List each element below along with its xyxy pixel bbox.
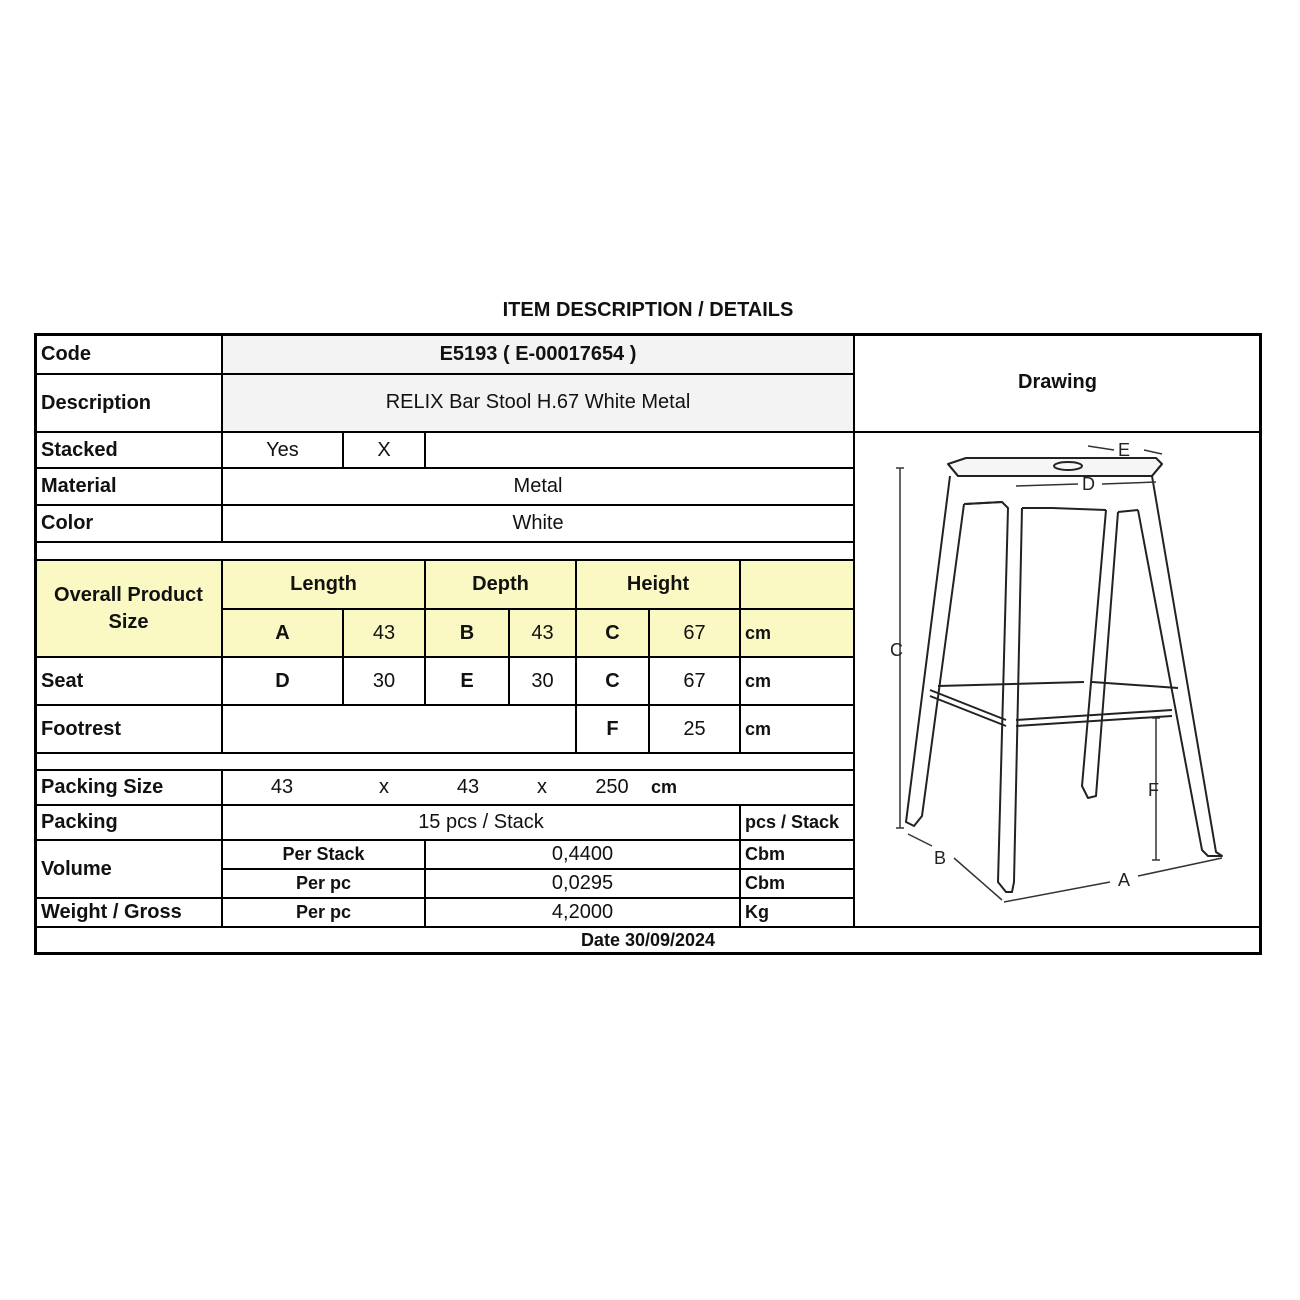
stacked-mark: X: [377, 438, 391, 461]
code-value: E5193 ( E-00017654 ): [439, 342, 637, 365]
seat-unit: cm: [745, 670, 772, 691]
dim-a-value: 43: [372, 621, 396, 644]
seat-c-value: 67: [683, 669, 706, 692]
packing-value: 15 pcs / Stack: [418, 811, 544, 833]
seat-d-letter: D: [275, 669, 290, 692]
volume-per-stack-value: 0,4400: [551, 843, 614, 865]
packing-size-unit: cm: [650, 777, 677, 797]
packing-unit: pcs / Stack: [745, 812, 840, 832]
rule: [424, 432, 426, 467]
packing-size-width: 43: [456, 776, 480, 798]
packing-size-length: 43: [270, 776, 294, 798]
dim-label-a: A: [1118, 870, 1131, 890]
footrest-f-letter: F: [606, 717, 619, 740]
seat-d-value: 30: [372, 669, 396, 692]
description-value: RELIX Bar Stool H.67 White Metal: [385, 390, 691, 413]
date-footer: Date 30/09/2024: [580, 930, 716, 950]
page-title: ITEM DESCRIPTION / DETAILS: [502, 299, 794, 321]
footrest-unit: cm: [745, 718, 772, 739]
volume-per-stack-unit: Cbm: [745, 844, 785, 864]
footrest-label: Footrest: [41, 717, 121, 740]
packing-size-x1: x: [379, 776, 389, 798]
dim-label-b: B: [934, 848, 947, 868]
drawing-label: Drawing: [1018, 371, 1097, 393]
seat-c-letter: C: [605, 669, 620, 692]
dim-a-letter: A: [275, 621, 290, 644]
dim-b-value: 43: [531, 621, 554, 644]
color-value: White: [512, 512, 564, 534]
weight-label: Weight / Gross: [41, 901, 182, 923]
height-header: Height: [626, 573, 690, 595]
overall-unit: cm: [745, 622, 772, 643]
seat-e-letter: E: [460, 669, 474, 692]
packing-label: Packing: [41, 811, 118, 833]
dim-c-value: 67: [683, 621, 706, 644]
packing-size-x2: x: [537, 776, 547, 798]
material-value: Metal: [513, 475, 563, 497]
dim-b-letter: B: [459, 621, 475, 644]
dim-label-e: E: [1118, 440, 1131, 460]
dim-label-c: C: [890, 640, 903, 660]
volume-per-pc-label: Per pc: [295, 873, 352, 893]
packing-size-label: Packing Size: [41, 776, 164, 798]
rule: [36, 752, 854, 754]
volume-label: Volume: [41, 857, 112, 880]
weight-value: 4,2000: [551, 901, 614, 923]
seat-e-value: 30: [531, 669, 554, 692]
depth-header: Depth: [472, 573, 529, 595]
packing-size-height: 250: [595, 776, 629, 798]
dim-label-f: F: [1148, 780, 1159, 800]
volume-per-pc-value: 0,0295: [551, 872, 614, 894]
footrest-f-value: 25: [683, 717, 706, 740]
weight-per-pc-label: Per pc: [295, 902, 352, 922]
length-header: Length: [290, 573, 357, 595]
stacked-label: Stacked: [41, 438, 118, 461]
dim-c-letter: C: [605, 621, 620, 644]
volume-per-pc-unit: Cbm: [745, 873, 785, 893]
description-label: Description: [41, 391, 152, 414]
color-label: Color: [41, 512, 94, 534]
bar-stool-drawing: [856, 432, 1260, 926]
material-label: Material: [41, 475, 117, 497]
rule: [36, 541, 854, 543]
code-label: Code: [41, 342, 91, 365]
volume-per-stack-label: Per Stack: [282, 844, 365, 864]
weight-unit: Kg: [745, 902, 769, 922]
dim-label-d: D: [1082, 474, 1095, 494]
overall-size-label: Overall Product Size: [54, 583, 203, 633]
seat-label: Seat: [41, 669, 84, 692]
stacked-option: Yes: [266, 438, 299, 461]
